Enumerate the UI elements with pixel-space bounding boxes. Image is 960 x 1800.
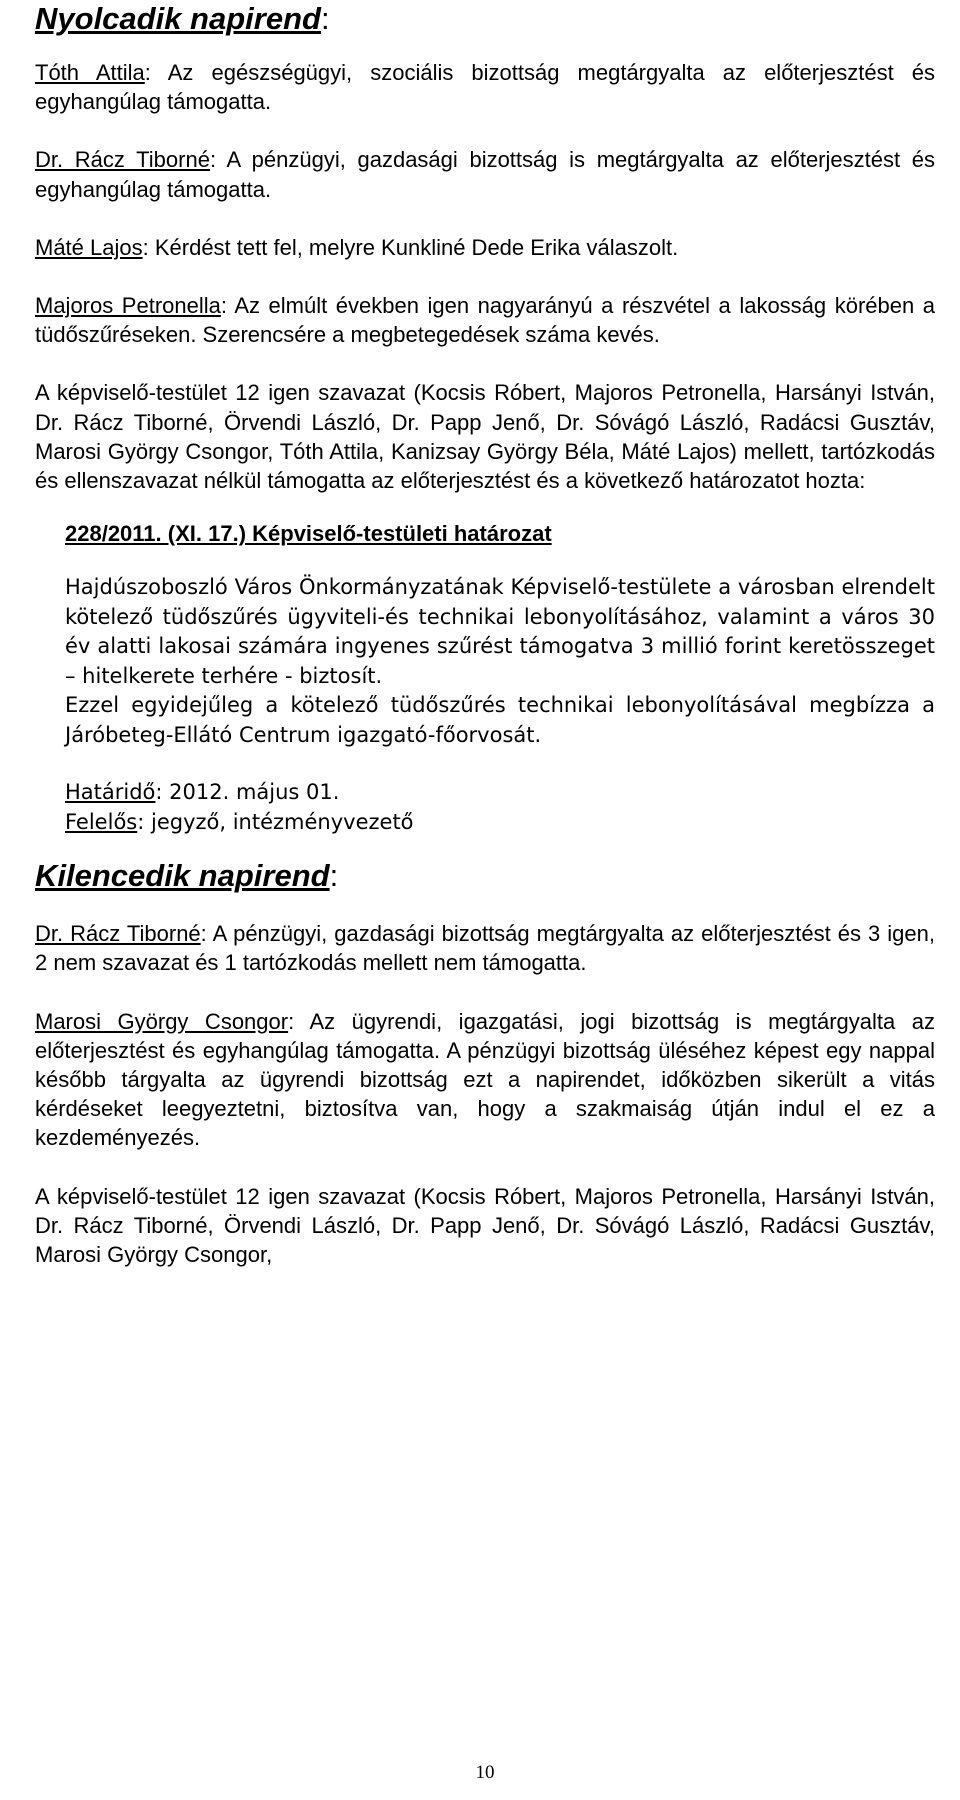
page-number: 10: [475, 1762, 495, 1783]
section-heading-9: Kilencedik napirend:: [35, 858, 339, 894]
speaker-name: Máté Lajos: [35, 234, 143, 260]
paragraph-marosi-gyorgy: Marosi György Csongor: Az ügyrendi, igazgatási, jogi bizottság is megtárgyalta az előterjesztést és egyhangúlag támogatta. A pénzügyi bizottság üléséhez képest egy nappal később tárgyalta az ügyrendi bizottság ezt a napirendet, időközben sikerült a vitás kérdéseket leegyeztetni, biztosítva van, hogy a szakmaiság útján indul el ez a kezdeményezés.: [35, 1008, 935, 1151]
speaker-name: Tóth Attila: [35, 60, 145, 85]
decision-text-2: Ezzel egyidejűleg a kötelező tüdőszűrés technikai lebonyolításával megbízza a Járóbeteg-Ellátó Centrum igazgató-főorvosát.: [65, 693, 935, 747]
vote-paragraph: A képviselő-testület 12 igen szavazat (Kocsis Róbert, Majoros Petronella, Harsányi István, Dr. Rácz Tiborné, Örvendi László, Dr. Papp Jenő, Dr. Sóvágó László, Radácsi Gusztáv, Marosi György Csongor, Tóth Attila, Kanizsay György Béla, Máté Lajos) mellett, tartózkodás és ellenszavazat nélkül támogatta az előterjesztést és a következő határozatot hozta:: [35, 380, 935, 494]
decision-title: 228/2011. (XI. 17.) Képviselő-testületi határozat: [65, 521, 552, 547]
section-heading-8: Nyolcadik napirend:: [35, 1, 330, 36]
paragraph-racz-tiborne: Dr. Rácz Tiborné: A pénzügyi, gazdasági bizottság is megtárgyalta az előterjesztést és egyhangúlag támogatta.: [35, 147, 935, 202]
paragraph-racz-tiborne-2: Dr. Rácz Tiborné: A pénzügyi, gazdasági bizottság megtárgyalta az előterjesztést és 3 igen, 2 nem szavazat és 1 tartózkodás mellett nem támogatta.: [35, 921, 936, 976]
speaker-name: Dr. Rácz Tiborné: [35, 921, 201, 947]
responsible: Felelős: jegyző, intézményvezető: [65, 809, 414, 834]
decision-text: Hajdúszoboszló Város Önkormányzatának Képviselő-testülete a városban elrendelt kötelező tüdőszűrés ügyviteli-és technikai lebonyolításához, valamint a város 30 év alatti lakosai számára ingyenes szűrést támogatva 3 millió forint keretösszeget – hitelkerete terhére - biztosít.: [65, 575, 935, 688]
document-page: [35, 0, 935, 1269]
paragraph-majoros-petronella: Majoros Petronella: Az elmúlt években igen nagyarányú a részvétel a lakosság körében a tüdőszűréseken. Szerencsére a megbetegedések száma kevés.: [35, 293, 935, 348]
speaker-name: Majoros Petronella: [35, 293, 221, 319]
deadline: Határidő: 2012. május 01.: [65, 780, 340, 805]
paragraph-mate-lajos: Máté Lajos: Kérdést tett fel, melyre Kunkliné Dede Erika válaszolt.: [35, 234, 679, 260]
speaker-name: Marosi György Csongor: [35, 1008, 289, 1034]
paragraph-toth-attila: Tóth Attila: Az egészségügyi, szociális bizottság megtárgyalta az előterjesztést és egyhangúlag támogatta.: [35, 60, 935, 115]
vote-paragraph-2: A képviselő-testület 12 igen szavazat (Kocsis Róbert, Majoros Petronella, Harsányi István, Dr. Rácz Tiborné, Örvendi László, Dr. Papp Jenő, Dr. Sóvágó László, Radácsi Gusztáv, Marosi György Csongor,: [35, 1183, 935, 1268]
speaker-name: Dr. Rácz Tiborné: [35, 147, 210, 173]
